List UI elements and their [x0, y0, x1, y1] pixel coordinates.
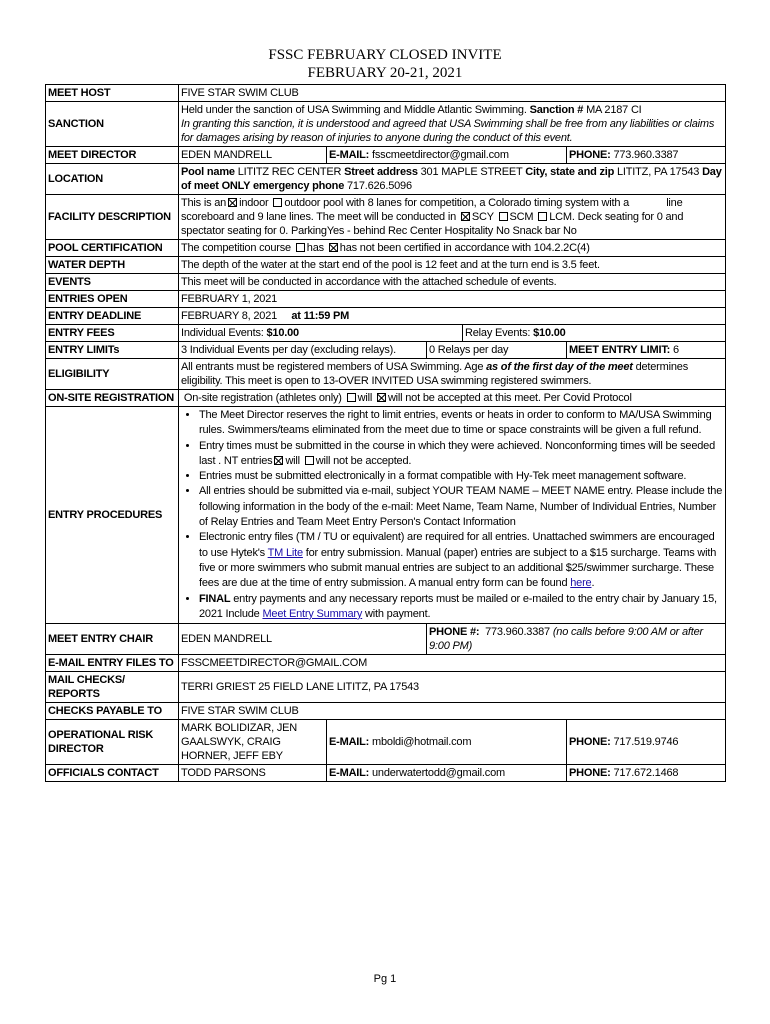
nt-will-checkbox[interactable]: [274, 456, 283, 465]
meet-limit-cell: [567, 342, 726, 359]
row-meet-host: [46, 85, 726, 102]
label-onsite: ON-SITE REGISTRATION: [46, 390, 179, 407]
period: .: [591, 577, 595, 590]
nt-will-not-label: will not be accepted.: [315, 454, 412, 467]
row-meet-director: [46, 147, 726, 164]
list-item: • The Meet Director reserves the right to limit entries, events or heats in order to conform to MA/USA Swimming rules. Swimmers/teams eliminated from the meet due to time or space constraints will be given a full refund.: [199, 408, 723, 439]
location-value: [179, 164, 726, 195]
has-not-label: has not been certified in accordance with 104.2.2C(4): [339, 242, 590, 254]
pool-cert-value: [179, 240, 726, 257]
email-label: E-MAIL:: [329, 767, 370, 780]
eligibility-emphasis: as of the first day of the meet: [486, 361, 633, 373]
director-phone: 773.960.3387: [613, 149, 679, 161]
phone-label: PHONE #:: [429, 626, 480, 639]
scy-checkbox[interactable]: [461, 212, 470, 221]
electronic-text: Electronic entry files (TM / TU or equivalent) are required for all entries. Unattached swimmers are encouraged to use Hytek's: [199, 531, 715, 559]
facility-text: This is an: [181, 197, 227, 209]
street-label: Street address: [344, 166, 418, 178]
sanction-value: [179, 102, 726, 147]
label-entry-fees: ENTRY FEES: [46, 325, 179, 342]
facility-text-2: scoreboard and 9 lane lines. The meet will be conducted in: [181, 211, 456, 223]
entries-open-value: FEBRUARY 1, 2021: [179, 291, 726, 308]
deadline-time: at 11:59 PM: [291, 310, 350, 322]
facility-value: [179, 195, 726, 240]
pool-label: Pool name: [181, 166, 235, 178]
individual-fee-cell: [179, 325, 463, 342]
nt-will-not-checkbox[interactable]: [305, 456, 314, 465]
label-entry-limits: ENTRY LIMITs: [46, 342, 179, 359]
email-label: E-MAIL:: [329, 149, 370, 161]
individual-fee: $10.00: [266, 327, 299, 339]
label-mail-checks: MAIL CHECKS/ REPORTS: [46, 672, 179, 703]
row-events: [46, 274, 726, 291]
row-fees: [46, 325, 726, 342]
will-checkbox[interactable]: [347, 393, 356, 402]
row-mail-checks: [46, 672, 726, 703]
checks-payable-value: FIVE STAR SWIM CLUB: [179, 703, 726, 720]
risk-phone: 717.519.9746: [613, 736, 679, 749]
emergency-label: Day of meet ONLY emergency phone: [181, 166, 722, 192]
nt-text: Entry times must be submitted in the course in which they were achieved. Nonconforming times will be seeded last . NT entries: [199, 439, 716, 467]
document-title: FSSC FEBRUARY CLOSED INVITE: [268, 47, 502, 63]
has-not-checkbox[interactable]: [329, 243, 338, 252]
city-label: City, state and zip: [525, 166, 615, 178]
tm-lite-link[interactable]: TM Lite: [267, 546, 303, 559]
officials-name: TODD PARSONS: [179, 765, 327, 782]
officials-phone-cell: [567, 765, 726, 782]
sanction-disclaimer: In granting this sanction, it is understood and agreed that USA Swimming shall be free from any liabilities or claims for damages arising by reason of injuries to anyone during the conduct of this event.: [181, 118, 715, 144]
eligibility-text-2: determines eligibility. This meet is open to 13-OVER INVITED USA swimming registered swimmers.: [181, 361, 688, 387]
row-procedures: [46, 407, 726, 624]
director-name: EDEN MANDRELL: [179, 147, 327, 164]
risk-director-names: MARK BOLIDIZAR, JEN GAALSWYK, CRAIG HORNER, JEFF EBY: [179, 720, 327, 765]
officials-email-cell: [327, 765, 567, 782]
eligibility-text: All entrants must be registered members of USA Swimming. Age: [181, 361, 484, 373]
label-sanction: SANCTION: [46, 102, 179, 147]
nt-will-label: will: [285, 454, 300, 467]
scy-label: SCY: [471, 211, 494, 223]
relay-limit: 0 Relays per day: [427, 342, 567, 359]
document-subtitle: FEBRUARY 20-21, 2021: [307, 65, 463, 81]
phone-label: PHONE:: [569, 767, 611, 780]
eligibility-value: [179, 359, 726, 390]
label-events: EVENTS: [46, 274, 179, 291]
indoor-checkbox[interactable]: [228, 198, 237, 207]
here-link[interactable]: here: [570, 577, 592, 590]
page-number: Pg 1: [373, 973, 397, 985]
individual-limit: 3 Individual Events per day (excluding relays).: [179, 342, 427, 359]
list-item: • All entries should be submitted via e-mail, subject YOUR TEAM NAME – MEET NAME entry. Please include the following information in the body of the e-mail: Meet Name, Team Name, Number of Individual Entries, Number of Relay Entries and Team Meet Entry Person's Contact Information: [199, 484, 723, 530]
officials-phone: 717.672.1468: [613, 767, 679, 780]
entry-summary-link[interactable]: Meet Entry Summary: [262, 607, 363, 620]
entry-chair-name: EDEN MANDRELL: [179, 624, 427, 655]
label-checks-payable: CHECKS PAYABLE TO: [46, 703, 179, 720]
mail-checks-value: TERRI GRIEST 25 FIELD LANE LITITZ, PA 17543: [179, 672, 726, 703]
label-officials: OFFICIALS CONTACT: [46, 765, 179, 782]
row-checks-payable: [46, 703, 726, 720]
scm-checkbox[interactable]: [499, 212, 508, 221]
row-onsite: [46, 390, 726, 407]
street: 301 MAPLE STREET: [420, 166, 523, 178]
relay-fee-cell: [463, 325, 726, 342]
label-procedures: ENTRY PROCEDURES: [46, 407, 179, 624]
label-eligibility: ELIGIBILITY: [46, 359, 179, 390]
scm-label: SCM: [509, 211, 534, 223]
row-facility: [46, 195, 726, 240]
water-depth-value: The depth of the water at the start end of the pool is 12 feet and at the turn end is 3.5 feet.: [179, 257, 726, 274]
has-checkbox[interactable]: [296, 243, 305, 252]
director-email-cell: [327, 147, 567, 164]
list-item: [199, 439, 723, 470]
lcm-label: LCM. Deck seating for 0 and: [549, 211, 684, 223]
label-location: LOCATION: [46, 164, 179, 195]
row-location: [46, 164, 726, 195]
row-email-files: [46, 655, 726, 672]
line-text: line: [666, 197, 683, 209]
final-label: FINAL: [199, 592, 231, 605]
label-email-files: E-MAIL ENTRY FILES TO: [46, 655, 179, 672]
row-water-depth: [46, 257, 726, 274]
email-label: E-MAIL:: [329, 736, 370, 749]
procedures-value: [179, 407, 726, 624]
sanction-text: Held under the sanction of USA Swimming and Middle Atlantic Swimming.: [181, 104, 527, 116]
final-text-2: with payment.: [365, 607, 431, 620]
outdoor-checkbox[interactable]: [273, 198, 282, 207]
risk-email-cell: [327, 720, 567, 765]
label-entry-chair: MEET ENTRY CHAIR: [46, 624, 179, 655]
pool-cert-text: The competition course: [181, 242, 291, 254]
list-item: • Entries must be submitted electronically in a format compatible with Hy-Tek meet management software.: [199, 469, 723, 484]
indoor-label: indoor: [239, 197, 269, 209]
officials-email: underwatertodd@gmail.com: [372, 767, 505, 780]
label-meet-host: MEET HOST: [46, 85, 179, 102]
relay-fee-label: Relay Events:: [465, 327, 531, 339]
will-label: will: [357, 392, 373, 404]
call-hours-note: (no calls before 9:00 AM or after 9:00 PM): [429, 626, 703, 653]
meet-info-table: [45, 84, 726, 782]
director-email: fsscmeetdirector@gmail.com: [372, 149, 509, 161]
director-phone-cell: [567, 147, 726, 164]
label-meet-director: MEET DIRECTOR: [46, 147, 179, 164]
phone-label: PHONE:: [569, 736, 611, 749]
row-sanction: [46, 102, 726, 147]
deadline-date: FEBRUARY 8, 2021: [181, 310, 278, 322]
list-item: [199, 530, 723, 591]
deadline-value: [179, 308, 726, 325]
label-water-depth: WATER DEPTH: [46, 257, 179, 274]
row-deadline: [46, 308, 726, 325]
outdoor-label: outdoor pool with 8 lanes for competition, a Colorado timing system with a: [284, 197, 630, 209]
onsite-value: [179, 390, 726, 407]
entry-chair-phone-cell: [427, 624, 726, 655]
relay-fee: $10.00: [533, 327, 566, 339]
has-label: has: [306, 242, 324, 254]
emergency-phone: 717.626.5096: [346, 180, 412, 192]
meet-host-value: FIVE STAR SWIM CLUB: [179, 85, 726, 102]
meet-limit-label: MEET ENTRY LIMIT:: [569, 344, 671, 356]
row-officials: [46, 765, 726, 782]
final-text: entry payments and any necessary reports must be mailed or e-mailed to the entry chair by January 15, 2021 Include: [199, 592, 717, 620]
entry-chair-phone: 773.960.3387: [485, 626, 550, 639]
events-value: This meet will be conducted in accordance with the attached schedule of events.: [179, 274, 726, 291]
manual-text: for entry submission. Manual (paper) entries are subject to a $15 surcharge. Teams with five or more swimmers who submit manual entries are subject to an additional $25/swimmer surcharge. These fees are due at the time of entry submission. A manual entry form can be found: [199, 546, 717, 590]
row-eligibility: [46, 359, 726, 390]
row-entries-open: [46, 291, 726, 308]
sanction-number: MA 2187 CI: [586, 104, 642, 116]
meet-limit: 6: [672, 344, 679, 356]
facility-text-3: spectator seating for 0. ParkingYes - behind Rec Center Hospitality No Snack bar No: [181, 225, 577, 237]
lcm-checkbox[interactable]: [538, 212, 547, 221]
will-not-label: will not be accepted at this meet. Per Covid Protocol: [387, 392, 632, 404]
label-risk-director: OPERATIONAL RISK DIRECTOR: [46, 720, 179, 765]
risk-email: mboldi@hotmail.com: [372, 736, 472, 749]
label-entries-open: ENTRIES OPEN: [46, 291, 179, 308]
list-item: [199, 592, 723, 623]
procedures-list: [181, 408, 723, 622]
phone-label: PHONE:: [569, 149, 611, 161]
label-pool-cert: POOL CERTIFICATION: [46, 240, 179, 257]
row-pool-cert: [46, 240, 726, 257]
row-limits: [46, 342, 726, 359]
will-not-checkbox[interactable]: [377, 393, 386, 402]
individual-fee-label: Individual Events:: [181, 327, 264, 339]
row-entry-chair: [46, 624, 726, 655]
label-entry-deadline: ENTRY DEADLINE: [46, 308, 179, 325]
row-risk-director: [46, 720, 726, 765]
risk-phone-cell: [567, 720, 726, 765]
pool-name: LITITZ REC CENTER: [237, 166, 342, 178]
onsite-text: On-site registration (athletes only): [183, 392, 342, 404]
label-facility: FACILITY DESCRIPTION: [46, 195, 179, 240]
email-files-value: FSSCMEETDIRECTOR@GMAIL.COM: [179, 655, 726, 672]
city: LITITZ, PA 17543: [617, 166, 700, 178]
sanction-num-label: Sanction #: [529, 104, 584, 116]
